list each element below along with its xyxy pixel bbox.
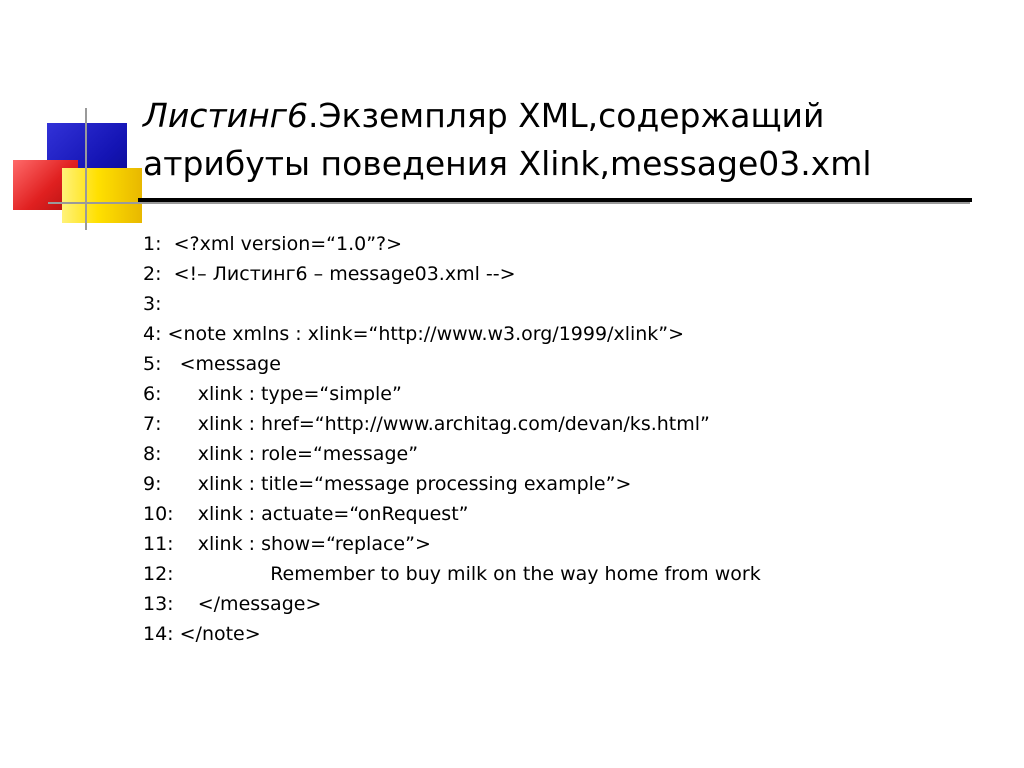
- code-line: 11: xlink : show=“replace”>: [143, 533, 431, 555]
- code-line: 10: xlink : actuate=“onRequest”: [143, 503, 469, 525]
- code-line: 3:: [143, 293, 162, 315]
- title-italic-part: Листинг6: [143, 96, 308, 135]
- code-line: 8: xlink : role=“message”: [143, 443, 419, 465]
- yellow-square-decoration: [62, 168, 142, 223]
- code-line: 1: <?xml version=“1.0”?>: [143, 233, 403, 255]
- vertical-line-decoration: [85, 108, 87, 230]
- code-line: 13: </message>: [143, 593, 322, 615]
- code-line: 2: <!– Листинг6 – message03.xml -->: [143, 263, 516, 285]
- code-listing: [143, 229, 1003, 649]
- code-line: 4: <note xmlns : xlink=“http://www.w3.org/1999/xlink”>: [143, 323, 685, 345]
- code-line: 7: xlink : href=“http://www.architag.com/devan/ks.html”: [143, 413, 710, 435]
- code-line: 5: <message: [143, 353, 281, 375]
- horizontal-line-decoration: [48, 202, 970, 204]
- code-line: 6: xlink : type=“simple”: [143, 383, 402, 405]
- slide-title: [143, 92, 993, 188]
- code-line: 12: Remember to buy milk on the way home from work: [143, 563, 761, 585]
- code-line: 9: xlink : title=“message processing example”>: [143, 473, 632, 495]
- code-line: 14: </note>: [143, 623, 261, 645]
- title-rest: .Экземпляр XML,содержащий атрибуты поведения Xlink,message03.xml: [143, 96, 872, 183]
- title-underline: [138, 198, 972, 202]
